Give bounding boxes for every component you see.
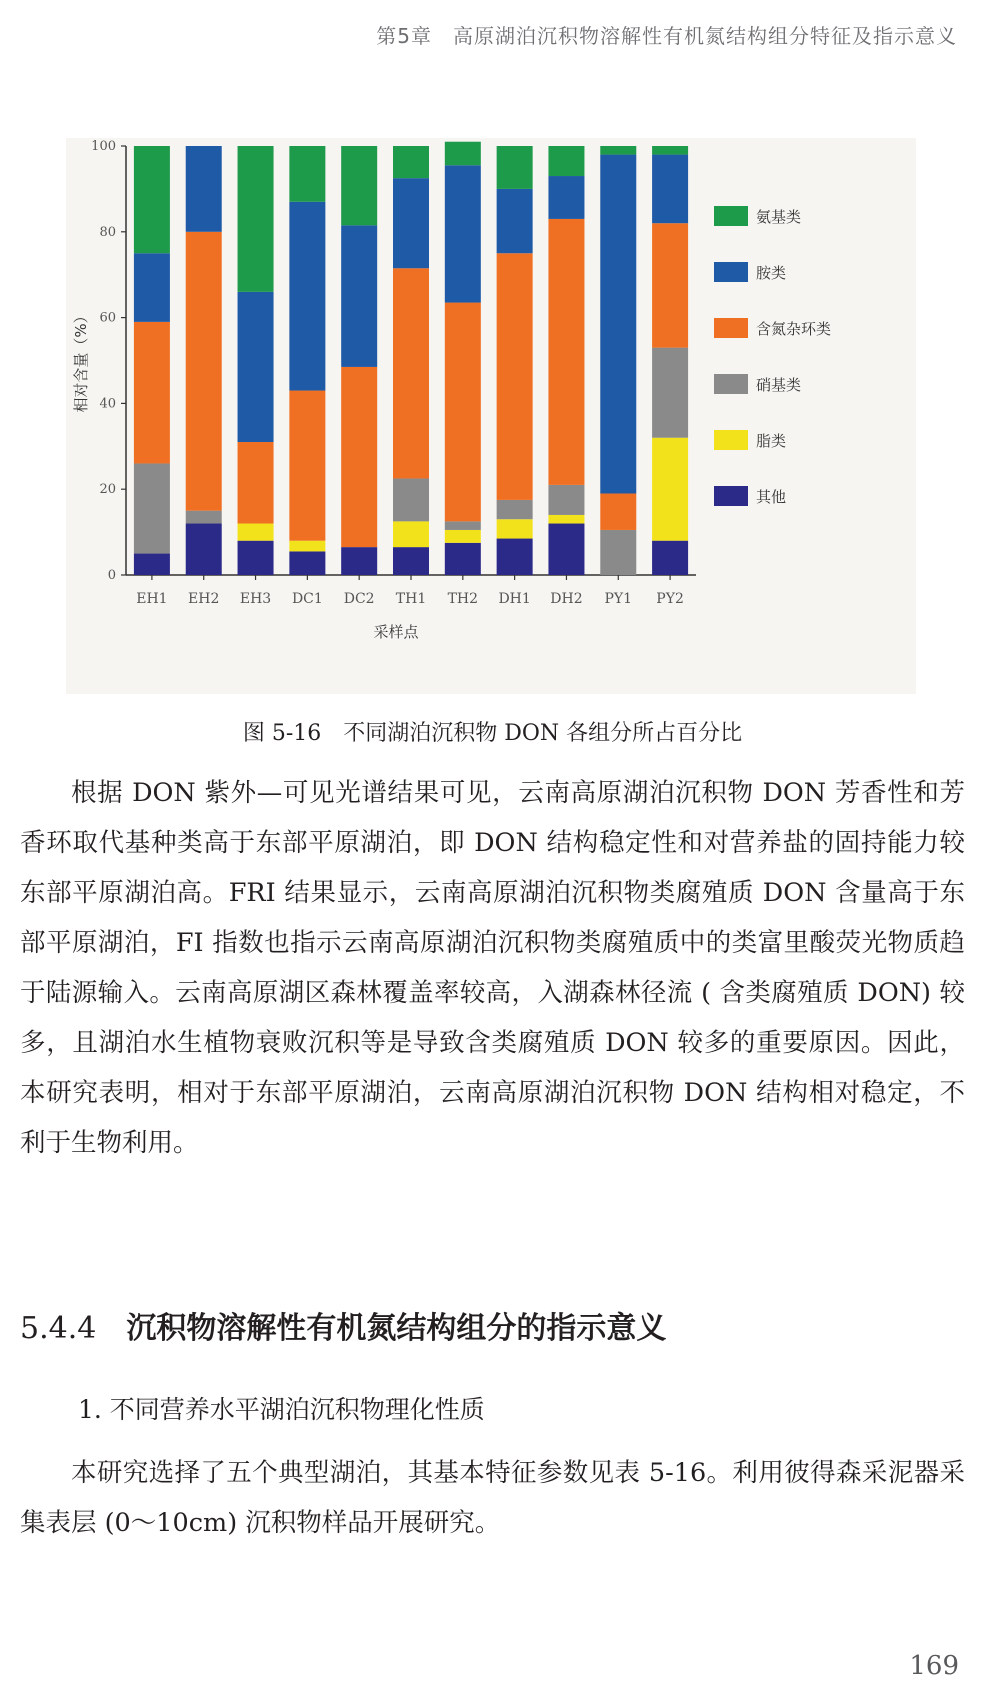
- legend-swatch: [714, 430, 748, 450]
- bar-segment: [238, 146, 274, 292]
- page-number: 169: [909, 1651, 959, 1681]
- legend-label: 氨基类: [756, 208, 802, 226]
- legend-label: 含氮杂环类: [756, 320, 832, 338]
- bar-segment: [548, 515, 584, 524]
- legend-label: 其他: [756, 488, 787, 506]
- bar-segment: [238, 292, 274, 442]
- y-tick-label: 0: [107, 568, 116, 583]
- bar-segment: [600, 146, 636, 155]
- bar-segment: [497, 519, 533, 538]
- bar-segment: [289, 541, 325, 552]
- bar-segment: [652, 438, 688, 541]
- x-tick-label: DC2: [343, 591, 375, 607]
- legend-swatch: [714, 262, 748, 282]
- legend-swatch: [714, 486, 748, 506]
- section-number: 5.4.4: [20, 1311, 97, 1346]
- bar-segment: [445, 165, 481, 302]
- bar-segment: [652, 541, 688, 575]
- bar-segment: [238, 524, 274, 541]
- bar-segment: [497, 253, 533, 500]
- x-tick-label: DH1: [498, 591, 531, 607]
- y-tick-label: 80: [99, 224, 116, 240]
- bar-segment: [652, 155, 688, 224]
- bar-segment: [341, 146, 377, 225]
- bar-segment: [134, 146, 170, 253]
- bar-segment: [445, 530, 481, 543]
- bar-segment: [341, 225, 377, 367]
- body-paragraph: 根据 DON 紫外—可见光谱结果可见，云南高原湖泊沉积物 DON 芳香性和芳香环取代基种类高于东部平原湖泊，即 DON 结构稳定性和对营养盐的固持能力较东部平原湖泊高。FRI 结果显示，云南高原湖泊沉积物类腐殖质 DON 含量高于东部平原湖泊，FI 指数也指示云南高原湖泊沉积物类腐殖质中的类富里酸荧光物质趋于陆源输入。云南高原湖区森林覆盖率较高，入湖森林径流 ( 含类腐殖质 DON) 较多，且湖泊水生植物衰败沉积等是导致含类腐殖质 DON 较多的重要原因。因此，本研究表明，相对于东部平原湖泊，云南高原湖泊沉积物 DON 结构相对稳定，不利于生物利用。: [20, 778, 965, 1158]
- x-tick-label: PY1: [604, 591, 633, 607]
- legend-label: 胺类: [756, 264, 787, 282]
- bar-segment: [186, 524, 222, 575]
- bar-segment: [134, 253, 170, 322]
- bar-segment: [548, 146, 584, 176]
- bar-segment: [186, 146, 222, 232]
- legend-label: 硝基类: [756, 376, 802, 394]
- bar-segment: [393, 268, 429, 478]
- bar-segment: [393, 178, 429, 268]
- x-axis-title: 采样点: [373, 623, 419, 641]
- bar-segment: [445, 303, 481, 522]
- x-tick-label: PY2: [656, 591, 684, 607]
- x-tick-label: DH2: [550, 591, 583, 607]
- y-tick-label: 40: [99, 396, 116, 412]
- figure-caption: 图 5-16 不同湖泊沉积物 DON 各组分所占百分比: [242, 721, 743, 746]
- bar-segment: [497, 146, 533, 189]
- y-axis-title: 相对含量（%）: [72, 308, 90, 413]
- x-tick-label: TH1: [395, 591, 427, 607]
- bar-segment: [238, 442, 274, 524]
- figure: [66, 138, 916, 694]
- bar-segment: [652, 348, 688, 438]
- bar-segment: [652, 146, 688, 155]
- bar-segment: [393, 547, 429, 575]
- bar-segment: [548, 485, 584, 515]
- bar-segment: [341, 367, 377, 547]
- legend-swatch: [714, 374, 748, 394]
- subsection-heading: 1. 不同营养水平湖泊沉积物理化性质: [78, 1395, 485, 1424]
- bar-segment: [548, 219, 584, 485]
- bar-segment: [186, 232, 222, 511]
- bar-segment: [497, 539, 533, 575]
- bar-segment: [393, 478, 429, 521]
- bar-segment: [238, 541, 274, 575]
- bar-segment: [548, 524, 584, 575]
- section-title: 沉积物溶解性有机氮结构组分的指示意义: [126, 1311, 667, 1346]
- bar-segment: [600, 155, 636, 494]
- stacked-bar-chart: [66, 138, 916, 694]
- bar-segment: [600, 530, 636, 575]
- bar-segment: [289, 146, 325, 202]
- bar-segment: [289, 551, 325, 575]
- bar-segment: [652, 223, 688, 347]
- x-tick-label: EH3: [239, 591, 272, 607]
- bar-segment: [341, 547, 377, 575]
- y-tick-label: 60: [99, 310, 116, 326]
- legend-label: 脂类: [756, 432, 787, 450]
- bar-segment: [445, 543, 481, 575]
- legend-swatch: [714, 318, 748, 338]
- running-header: 第5章 高原湖泊沉积物溶解性有机氮结构组分特征及指示意义: [376, 24, 957, 48]
- x-tick-label: EH1: [136, 591, 168, 607]
- bar-segment: [393, 146, 429, 178]
- y-tick-label: 100: [91, 139, 116, 154]
- x-tick-label: EH2: [188, 591, 220, 607]
- bar-segment: [134, 322, 170, 464]
- bar-segment: [548, 176, 584, 219]
- bar-segment: [445, 521, 481, 530]
- bar-segment: [186, 511, 222, 524]
- bar-segment: [497, 500, 533, 519]
- bar-segment: [393, 521, 429, 547]
- body-paragraph: 本研究选择了五个典型湖泊，其基本特征参数见表 5-16。利用彼得森采泥器采集表层 (0～10cm) 沉积物样品开展研究。: [20, 1458, 965, 1538]
- bar-segment: [134, 463, 170, 553]
- legend-swatch: [714, 206, 748, 226]
- x-tick-label: DC1: [291, 591, 323, 607]
- bar-segment: [600, 493, 636, 529]
- bar-segment: [289, 202, 325, 391]
- bar-segment: [289, 391, 325, 541]
- bar-segment: [497, 189, 533, 253]
- bar-segment: [445, 142, 481, 166]
- x-tick-label: TH2: [447, 591, 479, 607]
- bar-segment: [134, 554, 170, 575]
- y-tick-label: 20: [99, 482, 116, 498]
- section-heading: [20, 1303, 666, 1347]
